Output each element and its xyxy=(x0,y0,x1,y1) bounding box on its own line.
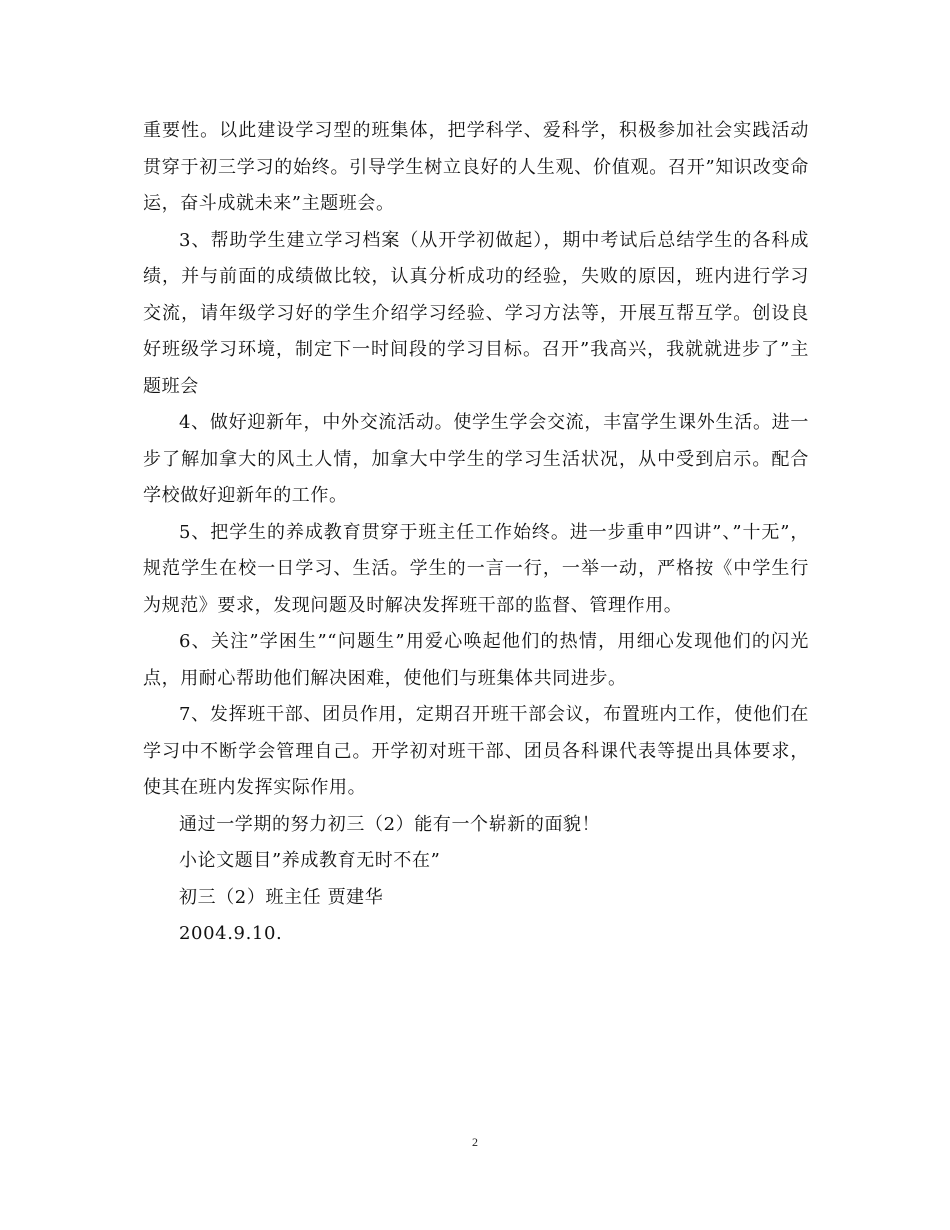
document-body xyxy=(143,113,809,953)
author-signature-line: 初三（2）班主任 贾建华 xyxy=(179,886,384,908)
paragraph-item-4: 4、做好迎新年，中外交流活动。使学生学会交流，丰富学生课外生活。进一步了解加拿大的风土人情，加拿大中学生的学习生活状况，从中受到启示。配合学校做好迎新年的工作。 xyxy=(143,412,809,506)
paragraph-continuation: 重要性。以此建设学习型的班集体，把学科学、爱科学，积极参加社会实践活动贯穿于初三学习的始终。引导学生树立良好的人生观、价值观。召开”知识改变命运，奋斗成就未来”主题班会。 xyxy=(143,120,809,214)
paragraph-item-6: 6、关注”学困生”“问题生”用爱心唤起他们的热情，用细心发现他们的闪光点，用耐心帮助他们解决困难，使他们与班集体共同进步。 xyxy=(143,631,809,689)
paragraph-item-5: 5、把学生的养成教育贯穿于班主任工作始终。进一步重申”四讲”、”十无”，规范学生在校一日学习、生活。学生的一言一行，一举一动，严格按《中学生行为规范》要求，发现问题及时解决发挥班干部的监督、管理作用。 xyxy=(143,521,809,616)
closing-statement: 通过一学期的努力初三（2）能有一个崭新的面貌！ xyxy=(179,813,601,835)
page-number: 2 xyxy=(472,1135,478,1149)
date-line: 2004.9.10. xyxy=(179,923,283,944)
paragraph-item-7: 7、发挥班干部、团员作用，定期召开班干部会议，布置班内工作，使他们在学习中不断学会管理自己。开学初对班干部、团员各科课代表等提出具体要求，使其在班内发挥实际作用。 xyxy=(143,704,809,798)
paragraph-item-3: 3、帮助学生建立学习档案（从开学初做起），期中考试后总结学生的各科成绩，并与前面的成绩做比较，认真分析成功的经验，失败的原因，班内进行学习交流，请年级学习好的学生介绍学习经验、学习方法等，开展互帮互学。创设良好班级学习环境，制定下一时间段的学习目标。召开”我高兴，我就就进步了”主题班会 xyxy=(143,229,809,397)
essay-title-line: 小论文题目”养成教育无时不在” xyxy=(179,850,441,871)
